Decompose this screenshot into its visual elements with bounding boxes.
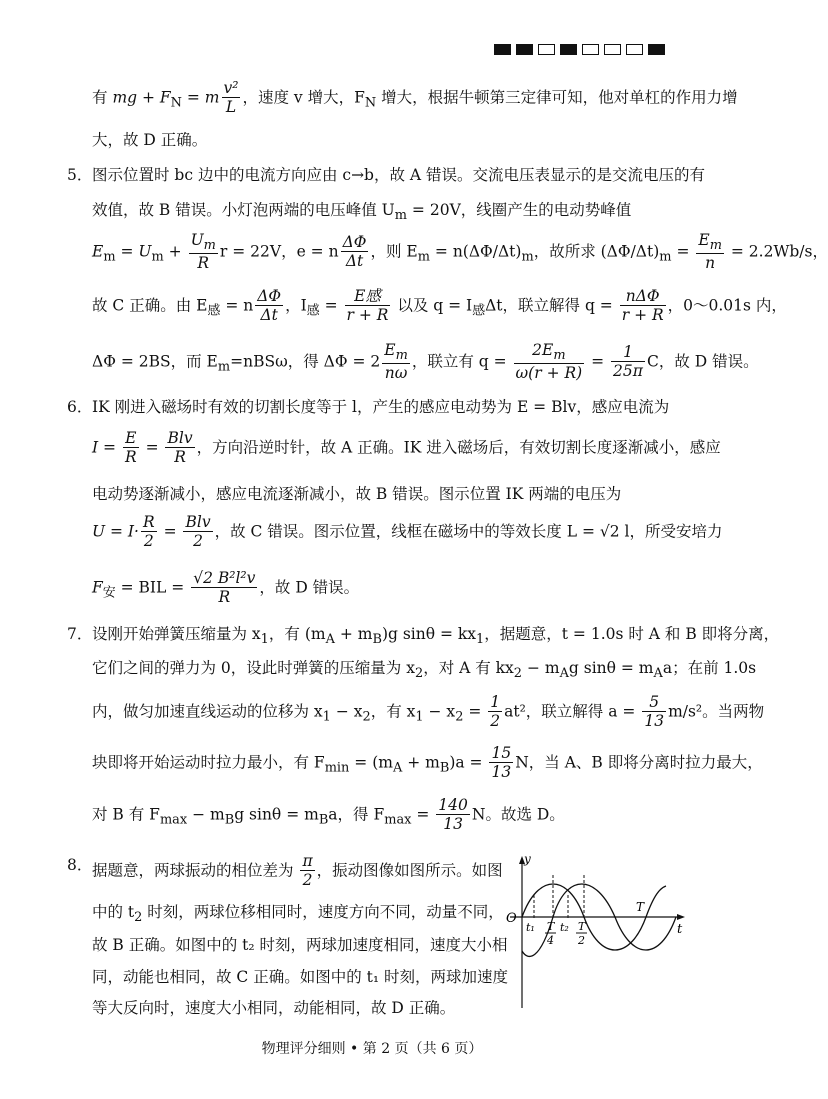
header-mark [648,44,665,55]
page-footer: 物理评分细则 • 第 2 页（共 6 页） [261,1041,483,1057]
period-label: T [636,900,645,914]
y-label: y [524,852,531,866]
t-axis-arrow [677,914,685,920]
p7-line-1: 设刚开始弹簧压缩量为 $x_1$，有 $(m_A + m_B)g$ $\sin\theta = kx_1$，据题意，t = 1.0s 时 A 和 B 即将分离， [92,625,780,648]
p8-line-4: 同，动能也相同，故 C 正确。如图中的 t₁ 时刻，两球加速度 [92,968,509,986]
p4-line-1: 有 mg + $F_N = m$ $\frac{\text{v²}}{L}$ ，速度 v 增大，$F_N$ 增大，根据牛顿第三定律可知，他对单杠的作用力增 [92,79,738,117]
p5-number: 5． [67,166,93,184]
p6-line-3: 电动势逐渐减小，感应电流逐渐减小，故 B 错误。图示位置 IK 两端的电压为 [92,485,622,503]
t1-label: t₁ [526,921,535,934]
p6-line-2: I = $\frac{E}{R}$ = $\frac{\text{Blv}}{R}$ ，方向沿逆时针，故 A 正确。IK 进入磁场后，有效切割长度逐渐减小，感应 [92,429,721,467]
header-mark [582,44,599,55]
header-mark [516,44,533,55]
p7-line-5: 对 B 有 $F_{max} - m_Bg$ $\sin\theta = m_Ba$，得 $F_{max}$ = $\frac{140}{13}$ N。故选 D。 [92,796,565,834]
p5-line-5: ΔΦ = 2BS，而 $E_m=nBS\omega$，得 ΔΦ = 2 $\frac{E_m}{n\omega}$ ，联立有 q = $\frac{2E_m}{\omega(r + R)}$ = $\frac{1}{25\pi}$ C，故 D 错误。 [92,341,759,383]
p5-line-4: 故 C 正确。由 $E_感 = n$ $\frac{\Delta\Phi}{\Delta t}$ ，$I_感$ = $\frac{\text{E感}}{r + R}$ 以及 $q = I_感\Delta t$，联立解得 q = $\frac{\text{nΔΦ}}{r + R}$ ，0～0.01s 内， [92,287,787,325]
p6-line-4: U = I· $\frac{R}{2}$ = $\frac{\text{Blv}}{2}$ ，故 C 错误。图示位置，线框在磁场中的等效长度 L = √2 l，所受安培力 [92,513,723,551]
p8-number: 8． [67,856,93,874]
header-mark [560,44,577,55]
vibration-graph [500,853,690,1018]
p8-line-2: 中的 $t_2$ 时刻，两球位移相同时，速度方向不同，动量不同， [92,903,504,926]
t2-label: t₂ [560,921,569,934]
header-mark [494,44,511,55]
p6-line-1: IK 刚进入磁场时有效的切割长度等于 l，产生的感应电动势为 E = Blv，感应电流为 [92,398,670,416]
t-label: t [677,922,683,937]
t-half-den: 2 [578,934,585,947]
p7-number: 7． [67,625,93,643]
wave-2 [522,884,676,956]
p8-line-3: 故 B 正确。如图中的 t₂ 时刻，两球加速度相同，速度大小相 [92,936,508,954]
header-mark [538,44,555,55]
t2-num: T [578,920,586,933]
p7-line-2: 它们之间的弹力为 0，设此时弹簧的压缩量为 $x_2$，对 A 有 $kx_2 - m_Ag$ $\sin\theta = m_Aa$；在前 1.0s [92,659,757,682]
p8-line-5: 等大反向时，速度大小相同，动能相同，故 D 正确。 [92,999,456,1017]
p7-line-4: 块即将开始运动时拉力最小，有 $F_{min} = (m_A + m_B)a$ = $\frac{15}{13}$ N，当 A、B 即将分离时拉力最大， [92,744,763,782]
p4-line-2: 大，故 D 正确。 [92,131,208,149]
header-marks [494,44,665,55]
header-mark [604,44,621,55]
p8-line-1: 据题意，两球振动的相位差为 $\frac{\pi}{2}$ ，振动图像如图所示。如图 [92,852,503,890]
header-mark [626,44,643,55]
p6-number: 6． [67,398,93,416]
p7-line-3: 内，做匀加速直线运动的位移为 $x_1 - x_2$，有 $x_1 - x_2$ = $\frac{1}{2}$ at²，联立解得 a = $\frac{5}{13}$ m/s²。当两物 [92,693,765,731]
p6-line-5: $F_安$ = BIL = $\frac{\text{√2 B²l²v}}{R}$ ，故 D 错误。 [92,569,360,607]
t4-den: 4 [547,934,554,947]
p5-line-2: 效值，故 B 错误。小灯泡两端的电压峰值 $U_m = 20V$，线圈产生的电动势峰值 [92,201,632,224]
t4-num: T [547,920,555,933]
p5-line-3: $E_m = U_m$ + $\frac{U_m}{R}$ r = 22V，e = n $\frac{\Delta\Phi}{\Delta t}$ ，则 $E_m = n(\Delta\Phi/\Delta t)_m$，故所求 $(\Delta\Phi/\Delta t)_m$ = $\frac{E_m}{n}$ = 2.2Wb/s， [92,231,828,273]
origin-label: O [506,911,517,926]
p5-line-1: 图示位置时 bc 边中的电流方向应由 c→b，故 A 错误。交流电压表显示的是交流电压的有 [92,166,706,184]
